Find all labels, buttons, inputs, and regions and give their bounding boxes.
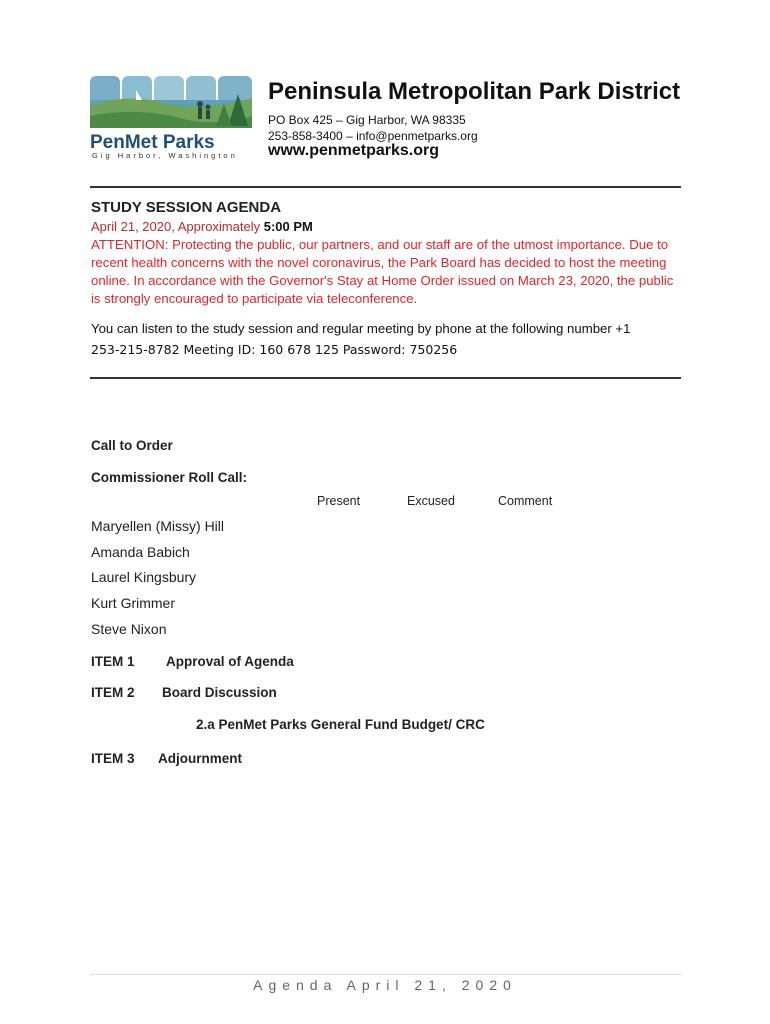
- commissioner-name: Maryellen (Missy) Hill: [91, 518, 225, 534]
- org-address-block: [268, 112, 478, 144]
- item-3-title: Adjournment: [158, 751, 242, 766]
- org-website-link[interactable]: www.penmetparks.org: [268, 142, 439, 159]
- agenda-time: 5:00 PM: [263, 219, 313, 234]
- call-to-order: Call to Order: [91, 438, 173, 453]
- commissioner-name: Steve Nixon: [91, 621, 167, 637]
- commissioner-name: Laurel Kingsbury: [91, 569, 197, 585]
- agenda-date-line: [91, 219, 313, 234]
- item-2-title: Board Discussion: [162, 685, 277, 700]
- commissioner-name: Kurt Grimmer: [91, 595, 175, 611]
- header-divider: [90, 186, 681, 188]
- penmet-parks-logo: [88, 76, 254, 160]
- item-2-label: ITEM 2: [91, 685, 135, 700]
- column-comment: Comment: [498, 494, 553, 508]
- commissioner-name: Amanda Babich: [91, 544, 190, 560]
- logo-tagline-text: Gig Harbor, Washington: [92, 151, 238, 160]
- roll-call-heading: Commissioner Roll Call:: [91, 470, 248, 485]
- page-footer: Agenda April 21, 2020: [253, 977, 517, 993]
- item-3-label: ITEM 3: [91, 751, 135, 766]
- org-contact: 253-858-3400 – info@penmetparks.org: [268, 129, 478, 143]
- item-2a-subitem: 2.a PenMet Parks General Fund Budget/ CRC: [196, 717, 485, 732]
- org-address: PO Box 425 – Gig Harbor, WA 98335: [268, 113, 466, 127]
- phone-line-1: You can listen to the study session and regular meeting by phone at the following number +1: [91, 321, 631, 336]
- agenda-heading: STUDY SESSION AGENDA: [91, 199, 282, 216]
- attention-notice: ATTENTION: Protecting the public, our partners, and our staff are of the utmost importance. Due to recent health concerns with the novel coronavirus, the Park Board has decided to host the meeting online. In accordance with the Governor's Stay at Home Order issued on March 23, 2020, the public is strongly encouraged to participate via teleconference.: [91, 237, 674, 306]
- phone-line-2: 253-215-8782 Meeting ID: 160 678 125 Password: 750256: [91, 342, 458, 357]
- section-divider: [90, 377, 681, 379]
- agenda-date: April 21, 2020, Approximately: [91, 219, 264, 234]
- footer-divider: [90, 974, 681, 975]
- phone-instructions: [91, 318, 681, 360]
- column-present: Present: [317, 494, 361, 508]
- logo-brand-text: PenMet Parks: [90, 132, 215, 153]
- item-1-label: ITEM 1: [91, 654, 135, 669]
- column-excused: Excused: [407, 494, 455, 508]
- item-1-title: Approval of Agenda: [166, 654, 294, 669]
- org-title: Peninsula Metropolitan Park District: [268, 78, 681, 105]
